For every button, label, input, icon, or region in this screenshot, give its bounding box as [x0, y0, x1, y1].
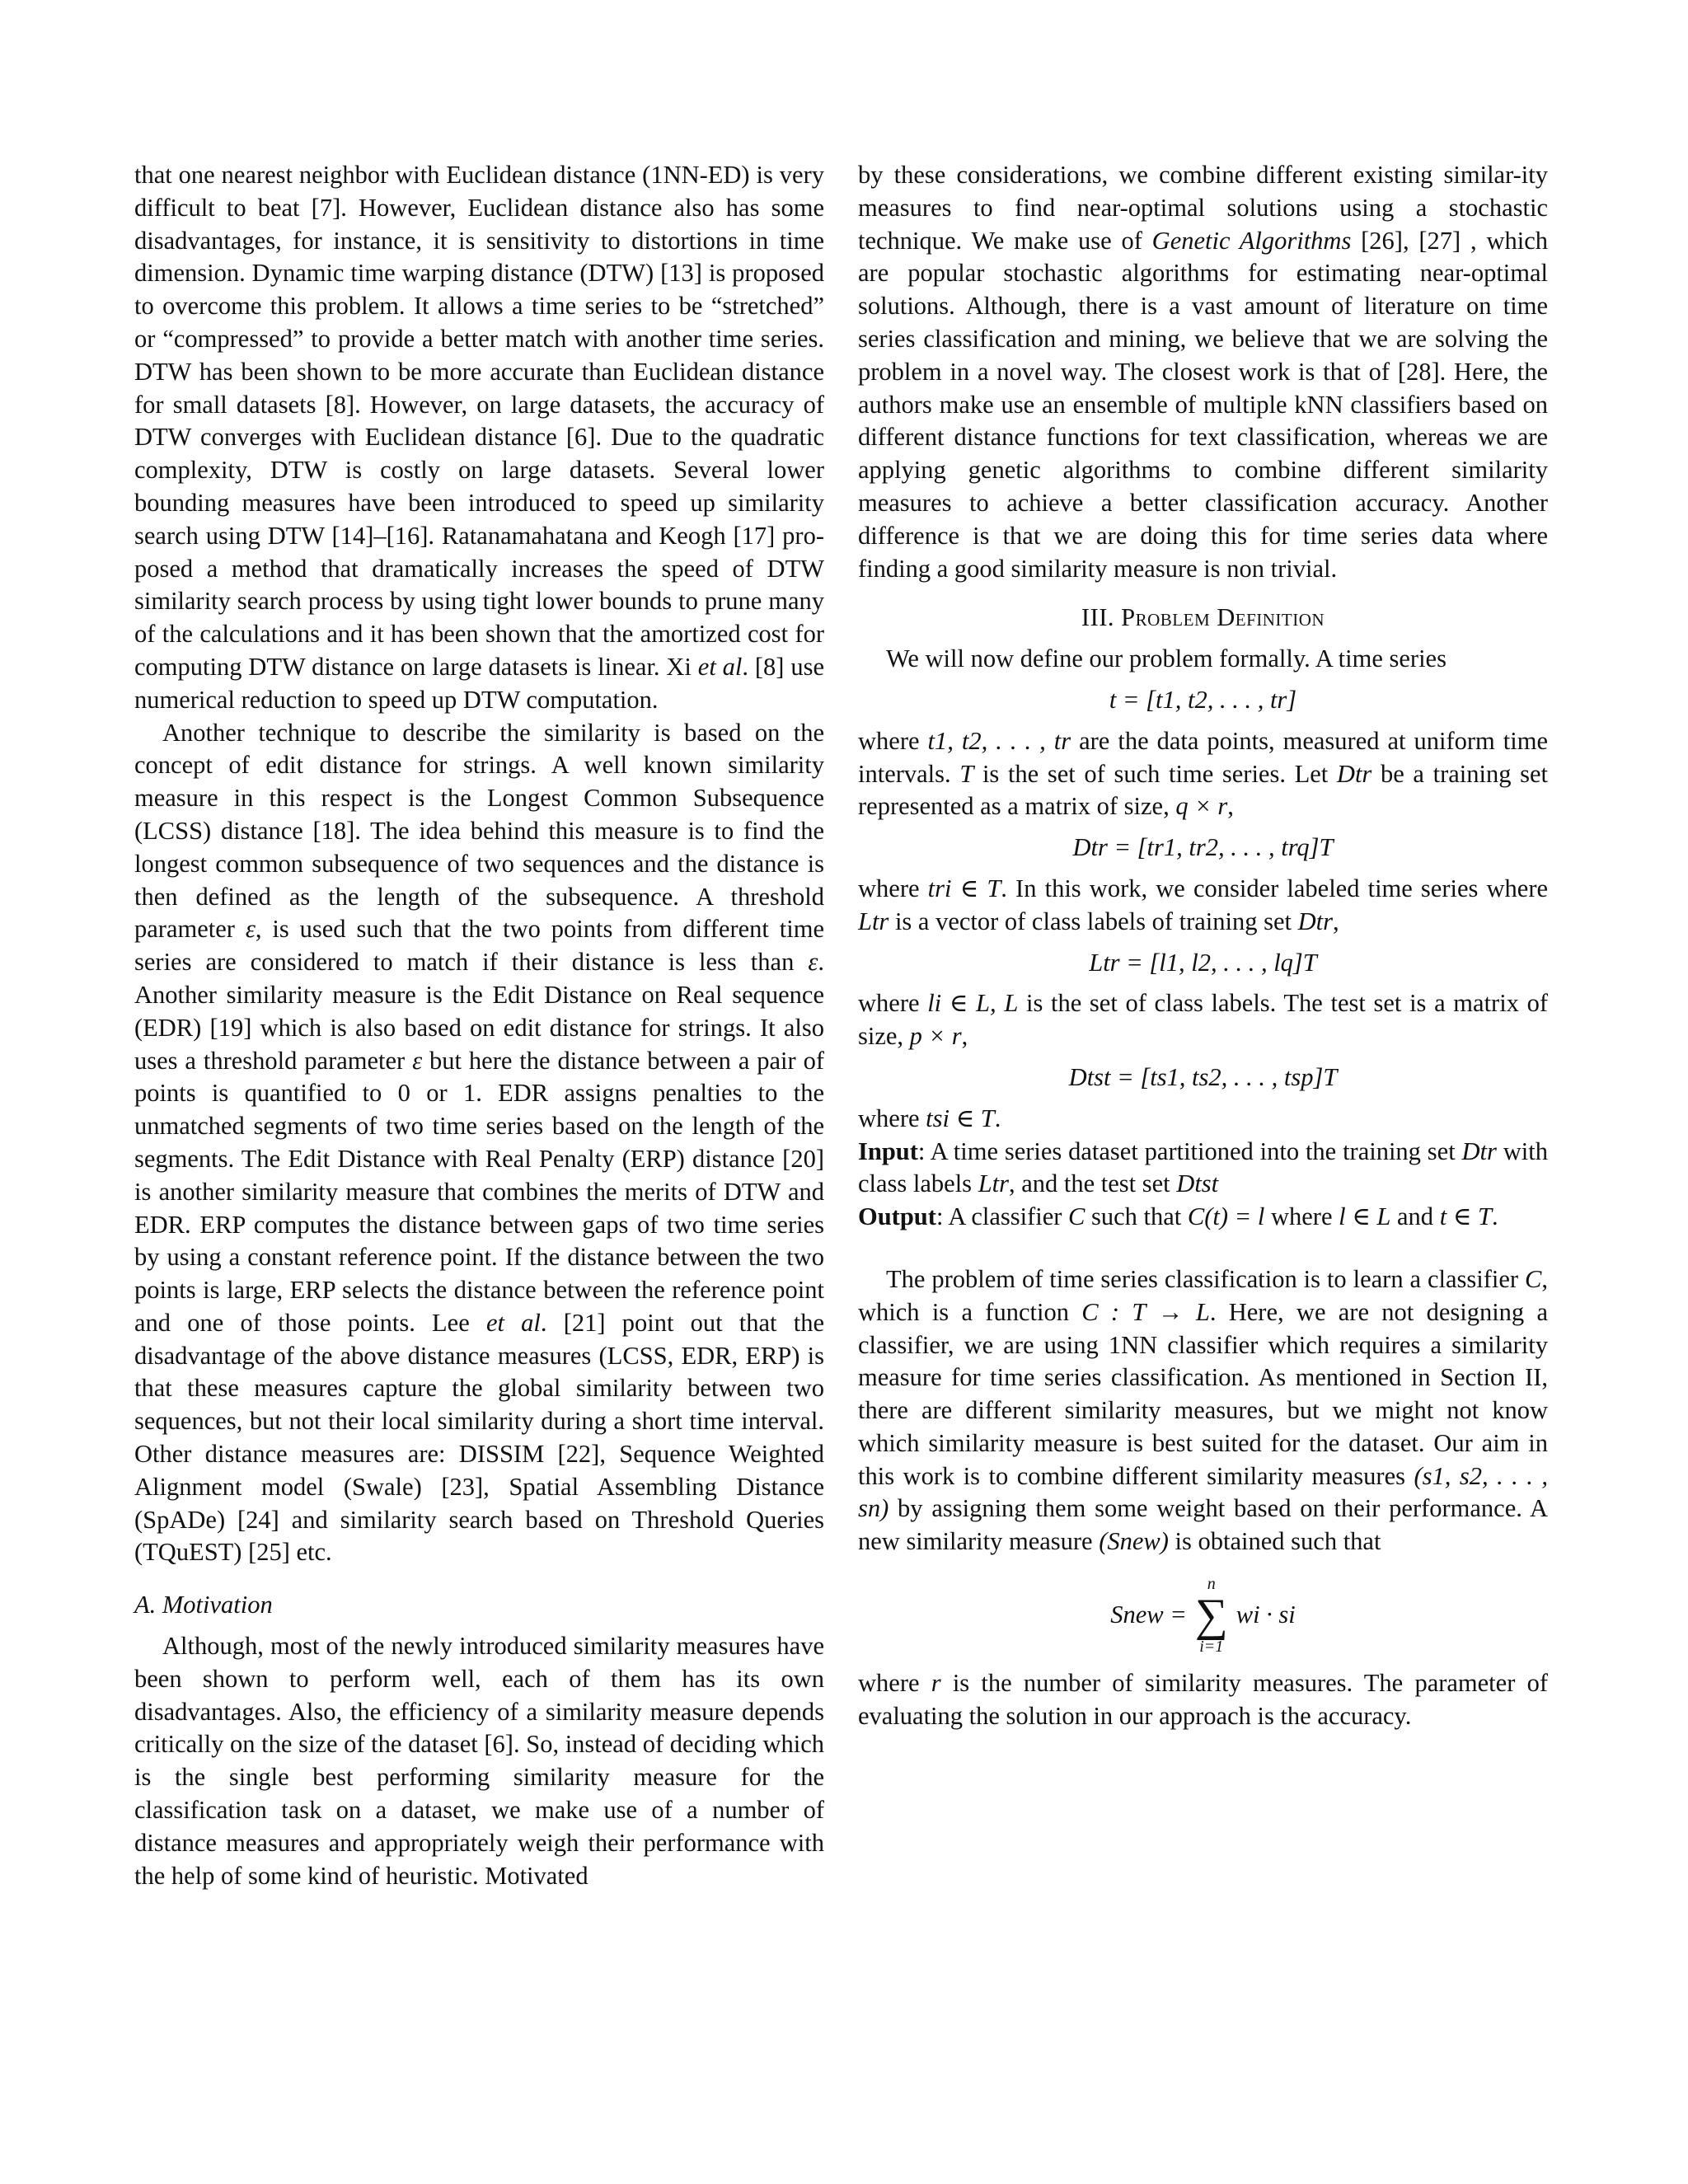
paragraph-test-element: where tsi ∈ T. — [858, 1104, 1001, 1132]
paragraph-dtw: that one nearest neighbor with Euclidean distance (1NN-ED) is very difficult to beat [7]. However, Euclidean distance also has some disadvantages, for instance, it is sensitivity to distortions in time dimension. Dynamic time warping distance (DTW) [13] is proposed to overcome this problem. It allows a time series to be “stretched” or “compressed” to provide a better match with another time series. DTW has been shown to be more accurate than Euclidean distance for small datasets [8]. However, on large datasets, the accuracy of DTW converges with Euclidean distance [6]. Due to the quadratic complexity, DTW is costly on large datasets. Several lower bounding measures have been introduced to speed up similarity search using DTW [14]–[16]. Ratanamahatana and Keogh [17] pro-posed a method that dramatically increases the speed of DTW similarity search process by using tight lower bounds to prune many of the calculations and it has been shown that the amortized cost for computing DTW distance on large datasets is linear. Xi et al. [8] use numerical reduction to speed up DTW computation. — [134, 161, 824, 714]
paragraph-data-points: where t1, t2, . . . , tr are the data points, measured at uniform time intervals. T is the set of such time series. Let Dtr be a training set represented as a matrix of size, q × r, — [858, 726, 1548, 821]
paragraph-define-problem: We will now define our problem formally. A time series — [886, 644, 1447, 673]
left-column — [134, 159, 824, 1892]
equation-test-set: Dtst = [ts1, ts2, . . . , tsp]T — [1068, 1062, 1338, 1091]
right-column — [858, 159, 1548, 1733]
summation-symbol: n ∑ i=1 — [1194, 1575, 1228, 1657]
paragraph-labels: where tri ∈ T. In this work, we consider labeled time series where Ltr is a vector of class labels of training set Dtr, — [858, 874, 1549, 935]
equation-label-vector: Ltr = [l1, l2, . . . , lq]T — [1089, 948, 1317, 977]
paragraph-edit-distance: Another technique to describe the similarity is based on the concept of edit distance for strings. A well known similarity measure in this respect is the Longest Common Subsequence (LCSS) distance [18]. The idea behind this measure is to find the longest common subsequence of two sequences and the distance is then defined as the length of the subsequence. A threshold parameter ε, is used such that the two points from different time series are considered to match if their distance is less than ε. Another similarity measure is the Edit Distance on Real sequence (EDR) [19] which is also based on edit distance for strings. It also uses a threshold parameter ε but here the distance between a pair of points is quantified to 0 or 1. EDR assigns penalties to the unmatched segments of two time series based on the length of the segments. The Edit Distance with Real Penalty (ERP) distance [20] is another similarity measure that combines the merits of DTW and EDR. ERP computes the distance between gaps of two time series by using a constant reference point. If the distance between the two points is large, ERP selects the distance between the reference point and one of those points. Lee et al. [21] point out that the disadvantage of the above distance measures (LCSS, EDR, ERP) is that these measures capture the global similarity between two sequences, but not their local similarity during a short time interval. Other distance measures are: DISSIM [22], Sequence Weighted Alignment model (Swale) [23], Spatial Assembling Distance (SpADe) [24] and similarity search based on Threshold Queries (TQuEST) [25] etc. — [134, 718, 824, 1567]
output-statement: Output: A classifier C such that C(t) = l where l ∈ L and t ∈ T. — [858, 1202, 1498, 1231]
equation-weighted-sum: Snew = n ∑ i=1 wi · si — [1110, 1575, 1296, 1657]
paragraph-classification-problem: The problem of time series classification is to learn a classifier C, which is a function C : T → L. Here, we are not designing a classifier, we are using 1NN classifier which requires a similarity measure for time series classification. As mentioned in Section II, there are different similarity measures, but we might not know which similarity measure is best suited for the dataset. Our aim in this work is to combine different similarity measures (s1, s2, . . . , sn) by assigning them some weight based on their performance. A new similarity measure (Snew) is obtained such that — [858, 1264, 1549, 1556]
paragraph-genetic-algorithms: by these considerations, we combine different existing similar-ity measures to find near-optimal solutions using a stochastic technique. We make use of Genetic Algorithms [26], [27] , which are popular stochastic algorithms for estimating near-optimal solutions. Although, there is a vast amount of literature on time series classification and mining, we believe that we are solving the problem in a novel way. The closest work is that of [28]. Here, the authors make use an ensemble of multiple kNN classifiers based on different distance functions for text classification, whereas we are applying genetic algorithms to combine different similarity measures to achieve a better classification accuracy. Another difference is that we are doing this for time series data where finding a good similarity measure is non trivial. — [858, 161, 1548, 583]
paragraph-parameter: where r is the number of similarity measures. The parameter of evaluating the solution in our approach is the accuracy. — [858, 1669, 1548, 1730]
section-title-problem-definition: III. Problem Definition — [1081, 603, 1325, 632]
equation-training-set: Dtr = [tr1, tr2, . . . , trq]T — [1072, 833, 1334, 862]
paragraph-test-set: where li ∈ L, L is the set of class labels. The test set is a matrix of size, p × r, — [858, 989, 1549, 1051]
equation-time-series: t = [t1, t2, . . . , tr] — [1109, 685, 1297, 714]
subsection-title-motivation: A. Motivation — [134, 1591, 273, 1619]
input-statement: Input: A time series dataset partitioned into the training set Dtr with class labels Ltr, and the test set Dtst — [858, 1137, 1548, 1198]
paragraph-motivation: Although, most of the newly introduced similarity measures have been shown to perform well, each of them has its own disadvantages. Also, the efficiency of a similarity measure depends critically on the size of the dataset [6]. So, instead of deciding which is the single best performing similarity measure for the classification task on a dataset, we make use of a number of distance measures and appropriately weigh their performance with the help of some kind of heuristic. Motivated — [134, 1632, 824, 1890]
